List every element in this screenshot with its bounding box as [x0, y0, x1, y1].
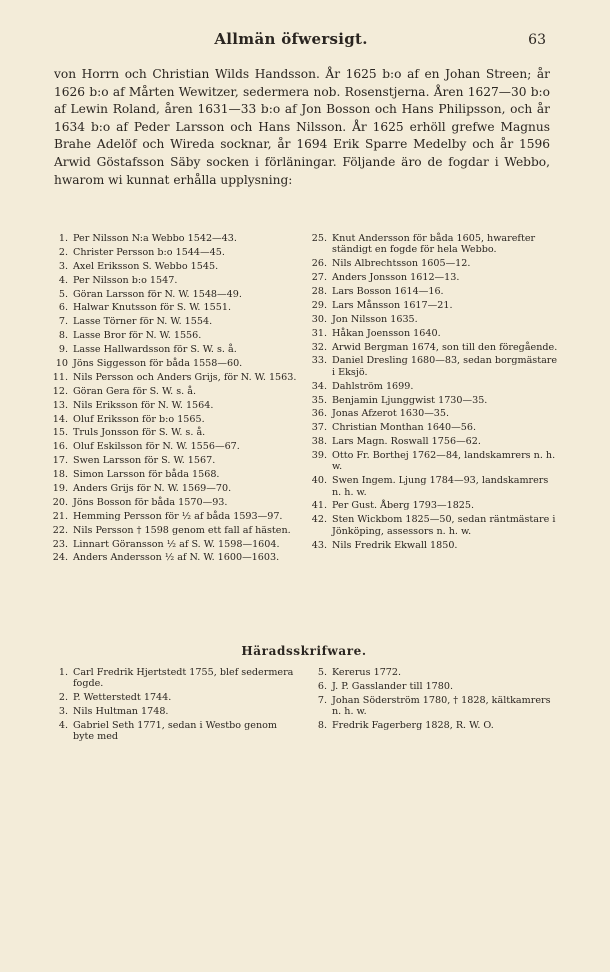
item-text: Göran Larsson för N. W. 1548—49. [73, 288, 242, 300]
list-item [44, 414, 299, 425]
item-number: 39. [311, 450, 327, 462]
list-item [44, 511, 299, 522]
list-item [44, 525, 299, 536]
list-item [44, 261, 299, 272]
item-text: Oluf Eriksson för b:o 1565. [73, 413, 205, 425]
item-number: 1. [58, 667, 68, 678]
item-number: 32. [311, 341, 327, 353]
item-text: Linnart Göransson ½ af S. W. 1598—1604. [73, 538, 280, 550]
item-number: 37. [311, 422, 327, 434]
item-number: 21. [52, 510, 68, 522]
item-number: 11. [52, 371, 68, 383]
page-header [54, 30, 546, 48]
item-number: 13. [52, 399, 68, 411]
item-number: 7. [317, 694, 327, 706]
item-text: Carl Fredrik Hjertstedt 1755, blef sedermera fogde. [73, 667, 294, 690]
list-item [303, 342, 558, 353]
list-item [44, 539, 299, 550]
item-number: 33. [311, 355, 327, 367]
list-item [303, 233, 558, 256]
item-text: Swen Ingem. Ljung 1784—93, landskamrers n. h. w. [332, 475, 549, 498]
list-item [44, 330, 299, 341]
item-number: 2. [58, 692, 68, 704]
item-text: Sten Wickbom 1825—50, sedan räntmästare i Jönköping, assessors n. h. w. [332, 514, 556, 537]
item-number: 41. [311, 500, 327, 512]
item-number: 12. [52, 385, 68, 397]
item-text: Nils Persson † 1598 genom ett fall af hästen. [73, 524, 291, 536]
item-text: Christian Monthan 1640—56. [332, 422, 476, 434]
item-number: 24. [52, 552, 68, 564]
item-text: Johan Söderström 1780, † 1828, kältkamrers n. h. w. [332, 694, 551, 718]
list-item [44, 400, 299, 411]
item-number: 31. [311, 327, 327, 339]
list-item [303, 681, 558, 692]
item-number: 14. [52, 413, 68, 425]
list-item [303, 667, 558, 678]
item-number: 2. [58, 246, 68, 258]
list-item [44, 497, 299, 508]
item-number: 4. [58, 274, 68, 286]
item-number: 10 [55, 358, 68, 370]
list-item [303, 514, 558, 537]
item-text: Fredrik Fagerberg 1828, R. W. O. [332, 719, 494, 731]
item-number: 7. [58, 316, 68, 328]
item-number: 1. [58, 233, 68, 244]
item-text: Nils Persson och Anders Grijs, för N. W. 1563. [73, 371, 297, 383]
item-text: Truls Jonsson för S. W. s. å. [73, 427, 206, 439]
item-number: 20. [52, 496, 68, 508]
running-title: Allmän öfwersigt. [214, 30, 368, 48]
item-number: 25. [311, 233, 327, 244]
item-number: 9. [58, 344, 68, 356]
item-text: Anders Jonsson 1612—13. [332, 272, 460, 284]
intro-paragraph: von Horrn och Christian Wilds Handsson. År 1625 b:o af en Johan Streen; år 1626 b:o af Mårten Wewitzer, sedermera nob. Rosenstjerna. Åren 1627—30 b:o af Lewin Roland, åren 1631—33 b:o af Jon Bosson och Hans Philipsson, och år 1634 b:o af Peder Larsson och Hans Nilsson. År 1625 erhöll grefwe Magnus Brahe Adelöf och Wireda socknar, år 1694 Erik Sparre Medelby och år 1596 Arwid Göstafsson Säby socken i förläningar. Följande äro de fogdar i Webbo, hwarom wi kunnat erhålla upplysning: [54, 67, 550, 187]
item-text: Dahlström 1699. [332, 380, 414, 392]
list-item [44, 706, 299, 717]
item-text: Nils Fredrik Ekwall 1850. [332, 539, 458, 551]
item-text: Lasse Hallwardsson för S. W. s. å. [73, 344, 237, 356]
list-item [303, 500, 558, 511]
fogdar-left-column [44, 233, 299, 566]
item-number: 8. [58, 330, 68, 342]
item-number: 40. [311, 475, 327, 487]
list-item [44, 344, 299, 355]
list-item [303, 272, 558, 283]
list-item [44, 302, 299, 313]
item-number: 16. [52, 441, 68, 453]
item-text: Lars Magn. Roswall 1756—62. [332, 436, 481, 448]
item-text: Jöns Bosson för båda 1570—93. [73, 496, 228, 508]
item-number: 6. [317, 680, 327, 692]
fogdar-list [44, 233, 558, 566]
list-item [44, 441, 299, 452]
item-text: Lasse Törner för N. W. 1554. [73, 316, 213, 328]
item-text: P. Wetterstedt 1744. [73, 692, 172, 704]
item-text: Per Gust. Åberg 1793—1825. [332, 500, 475, 512]
item-number: 27. [311, 272, 327, 284]
item-text: Jonas Afzerot 1630—35. [332, 408, 450, 420]
list-item [303, 422, 558, 433]
item-text: Otto Fr. Borthej 1762—84, landskamrers n. h. w. [332, 450, 556, 473]
list-item [303, 408, 558, 419]
item-text: Lars Bosson 1614—16. [332, 285, 444, 297]
item-number: 3. [58, 706, 68, 718]
list-item [44, 247, 299, 258]
list-item [44, 386, 299, 397]
item-text: Göran Gera för S. W. s. å. [73, 385, 197, 397]
list-item [303, 695, 558, 718]
item-text: Jon Nilsson 1635. [332, 313, 418, 325]
list-item [303, 720, 558, 731]
item-text: Jöns Siggesson för båda 1558—60. [73, 358, 243, 370]
page-number: 63 [528, 32, 546, 48]
item-number: 5. [317, 667, 327, 678]
haradsskrifware-right-column [303, 667, 558, 745]
item-number: 3. [58, 260, 68, 272]
list-item [303, 450, 558, 473]
list-item [303, 328, 558, 339]
item-number: 35. [311, 394, 327, 406]
item-text: Kererus 1772. [332, 667, 402, 678]
list-item [44, 275, 299, 286]
item-number: 6. [58, 302, 68, 314]
item-number: 22. [52, 524, 68, 536]
item-text: Halwar Knutsson för S. W. 1551. [73, 302, 231, 314]
item-text: Hemming Persson för ½ af båda 1593—97. [73, 510, 283, 522]
item-number: 4. [58, 719, 68, 731]
list-item [44, 552, 299, 563]
list-item [303, 540, 558, 551]
list-item [303, 381, 558, 392]
list-item [44, 483, 299, 494]
item-text: Nils Eriksson för N. W. 1564. [73, 399, 214, 411]
item-number: 30. [311, 313, 327, 325]
list-item [44, 358, 299, 369]
list-item [44, 692, 299, 703]
list-item [303, 355, 558, 378]
item-text: Benjamin Ljunggwist 1730—35. [332, 394, 488, 406]
item-text: Nils Hultman 1748. [73, 706, 169, 718]
item-text: Per Nilsson N:a Webbo 1542—43. [73, 233, 237, 244]
item-text: Simon Larsson för båda 1568. [73, 469, 220, 481]
list-item [44, 372, 299, 383]
item-text: Lars Månsson 1617—21. [332, 299, 453, 311]
list-item [303, 395, 558, 406]
item-number: 43. [311, 539, 327, 551]
item-text: Anders Andersson ½ af N. W. 1600—1603. [73, 552, 280, 564]
list-item [44, 316, 299, 327]
item-text: Axel Eriksson S. Webbo 1545. [73, 260, 219, 272]
list-item [303, 314, 558, 325]
list-item [44, 667, 299, 690]
list-item [303, 258, 558, 269]
item-text: Gabriel Seth 1771, sedan i Westbo genom byte med [73, 719, 278, 743]
haradsskrifware-left-column [44, 667, 299, 745]
list-item [44, 289, 299, 300]
section-title: Häradsskrifware. [241, 644, 367, 658]
item-text: Anders Grijs för N. W. 1569—70. [73, 483, 232, 495]
item-number: 19. [52, 483, 68, 495]
item-number: 28. [311, 285, 327, 297]
list-item [303, 300, 558, 311]
item-number: 26. [311, 258, 327, 270]
item-number: 5. [58, 288, 68, 300]
item-number: 23. [52, 538, 68, 550]
list-item [44, 469, 299, 480]
item-number: 17. [52, 455, 68, 467]
list-item [303, 475, 558, 498]
list-item [44, 455, 299, 466]
item-number: 36. [311, 408, 327, 420]
list-item [44, 427, 299, 438]
item-text: J. P. Gasslander till 1780. [332, 680, 454, 692]
item-number: 8. [317, 719, 327, 731]
haradsskrifware-list [44, 667, 558, 745]
item-text: Per Nilsson b:o 1547. [73, 274, 178, 286]
item-number: 34. [311, 380, 327, 392]
item-text: Daniel Dresling 1680—83, sedan borgmästare i Eksjö. [332, 355, 558, 378]
item-number: 38. [311, 436, 327, 448]
item-text: Arwid Bergman 1674, son till den föregående. [332, 341, 558, 353]
item-number: 42. [311, 514, 327, 526]
fogdar-right-column [303, 233, 558, 566]
list-item [44, 233, 299, 244]
item-text: Christer Persson b:o 1544—45. [73, 246, 225, 258]
item-number: 29. [311, 299, 327, 311]
list-item [303, 286, 558, 297]
item-text: Nils Albrechtsson 1605—12. [332, 258, 471, 270]
item-number: 15. [52, 427, 68, 439]
item-text: Lasse Bror för N. W. 1556. [73, 330, 202, 342]
item-text: Knut Andersson för båda 1605, hwarefter ständigt en fogde för hela Webbo. [332, 233, 536, 256]
item-text: Swen Larsson för S. W. 1567. [73, 455, 216, 467]
item-number: 18. [52, 469, 68, 481]
item-text: Håkan Joensson 1640. [332, 327, 441, 339]
item-text: Oluf Eskilsson för N. W. 1556—67. [73, 441, 240, 453]
list-item [44, 720, 299, 743]
list-item [303, 436, 558, 447]
